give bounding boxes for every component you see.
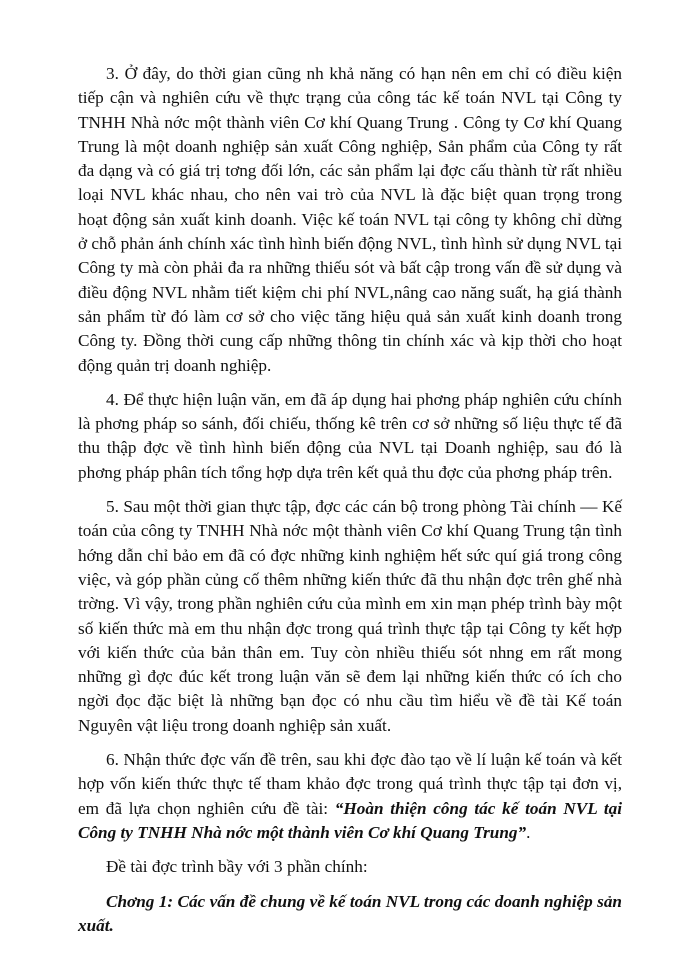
paragraph-6 [78,748,622,845]
structure-intro: Đề tài đợc trình bầy với 3 phần chính: [106,857,368,877]
thesis-title: “Hoàn thiện công tác kế toán NVL tại Công ty TNHH Nhà nớc một thành viên Cơ khí Quang Trung” [78,798,622,842]
paragraph-5: 5. Sau một thời gian thực tập, đợc các cán bộ trong phòng Tài chính — Kế toán của công ty TNHH Nhà nớc một thành viên Cơ khí Quang Trung tận tình hớng dẫn chỉ bảo em đã có đợc những kinh nghiệm hết sức quí giá trong công việc, và góp phần củng cố thêm những kiến thức đã thu nhận đợc trên ghế nhà trờng. Vì vậy, trong phần nghiên cứu của mình em xin mạn phép trình bày một số kiến thức mà em thu nhận đợc trong quá trình thực tập tại Công ty kết hợp với kiến thức của bản thân em. Tuy còn nhiều thiếu sót nhng em rất mong những gì đợc đúc kết trong luận văn sẽ đem lại những kiến thức có ích cho ngời đọc đặc biệt là những bạn đọc có nhu cầu tìm hiểu về đề tài Kế toán Nguyên vật liệu trong doanh nghiệp sản xuất. [78,497,622,735]
paragraph-3: 3. Ở đây, do thời gian cũng nh khả năng có hạn nên em chỉ có điều kiện tiếp cận và nghiên cứu về thực trạng của công tác kế toán NVL tại Công ty TNHH Nhà nớc một thành viên Cơ khí Quang Trung . Công ty Cơ khí Quang Trung là một doanh nghiệp sản xuất Công nghiệp, Sản phẩm của Công ty rất đa dạng và có giá trị tơng đối lớn, các sản phẩm lại đợc cấu thành từ rất nhiều loại NVL khác nhau, cho nên vai trò của NVL là đặc biệt quan trọng trong hoạt động sản xuất kinh doanh. Việc kế toán NVL tại công ty không chỉ dừng ở chỗ phản ánh chính xác tình hình biến động NVL, tình hình sử dụng NVL tại Công ty mà còn phải đa ra những thiếu sót và bất cập trong vấn đề sử dụng và điều động NVL nhằm tiết kiệm chi phí NVL,nâng cao năng suất, hạ giá thành sản phẩm từ đó làm cơ sở cho việc tăng hiệu quả sản xuất kinh doanh trong Công ty. Đồng thời cung cấp những thông tin chính xác và kịp thời cho hoạt động quản trị doanh nghiệp. [78,64,622,375]
paragraph-6-end: . [526,822,531,842]
chapter-1-heading: Chơng 1: Các vấn đề chung về kế toán NVL trong các doanh nghiệp sản xuất. [78,891,622,935]
paragraph-4: 4. Để thực hiện luận văn, em đã áp dụng hai phơng pháp nghiên cứu chính là phơng pháp so sánh, đối chiếu, thống kê trên cơ sở những số liệu thực tế đã thu thập đợc về tình hình biến động của NVL tại Doanh nghiệp, sau đó là phơng pháp phân tích tổng hợp dựa trên kết quả thu đợc của phơng pháp trên. [78,389,622,482]
paragraph-6-text: 6. Nhận thức đợc vấn đề trên, sau khi đợc đào tạo về lí luận kế toán và kết hợp vốn kiến thức thực tế tham khảo đợc trong quá trình thực tập tại đơn vị, em đã lựa chọn nghiên cứu đề tài: [78,750,622,818]
